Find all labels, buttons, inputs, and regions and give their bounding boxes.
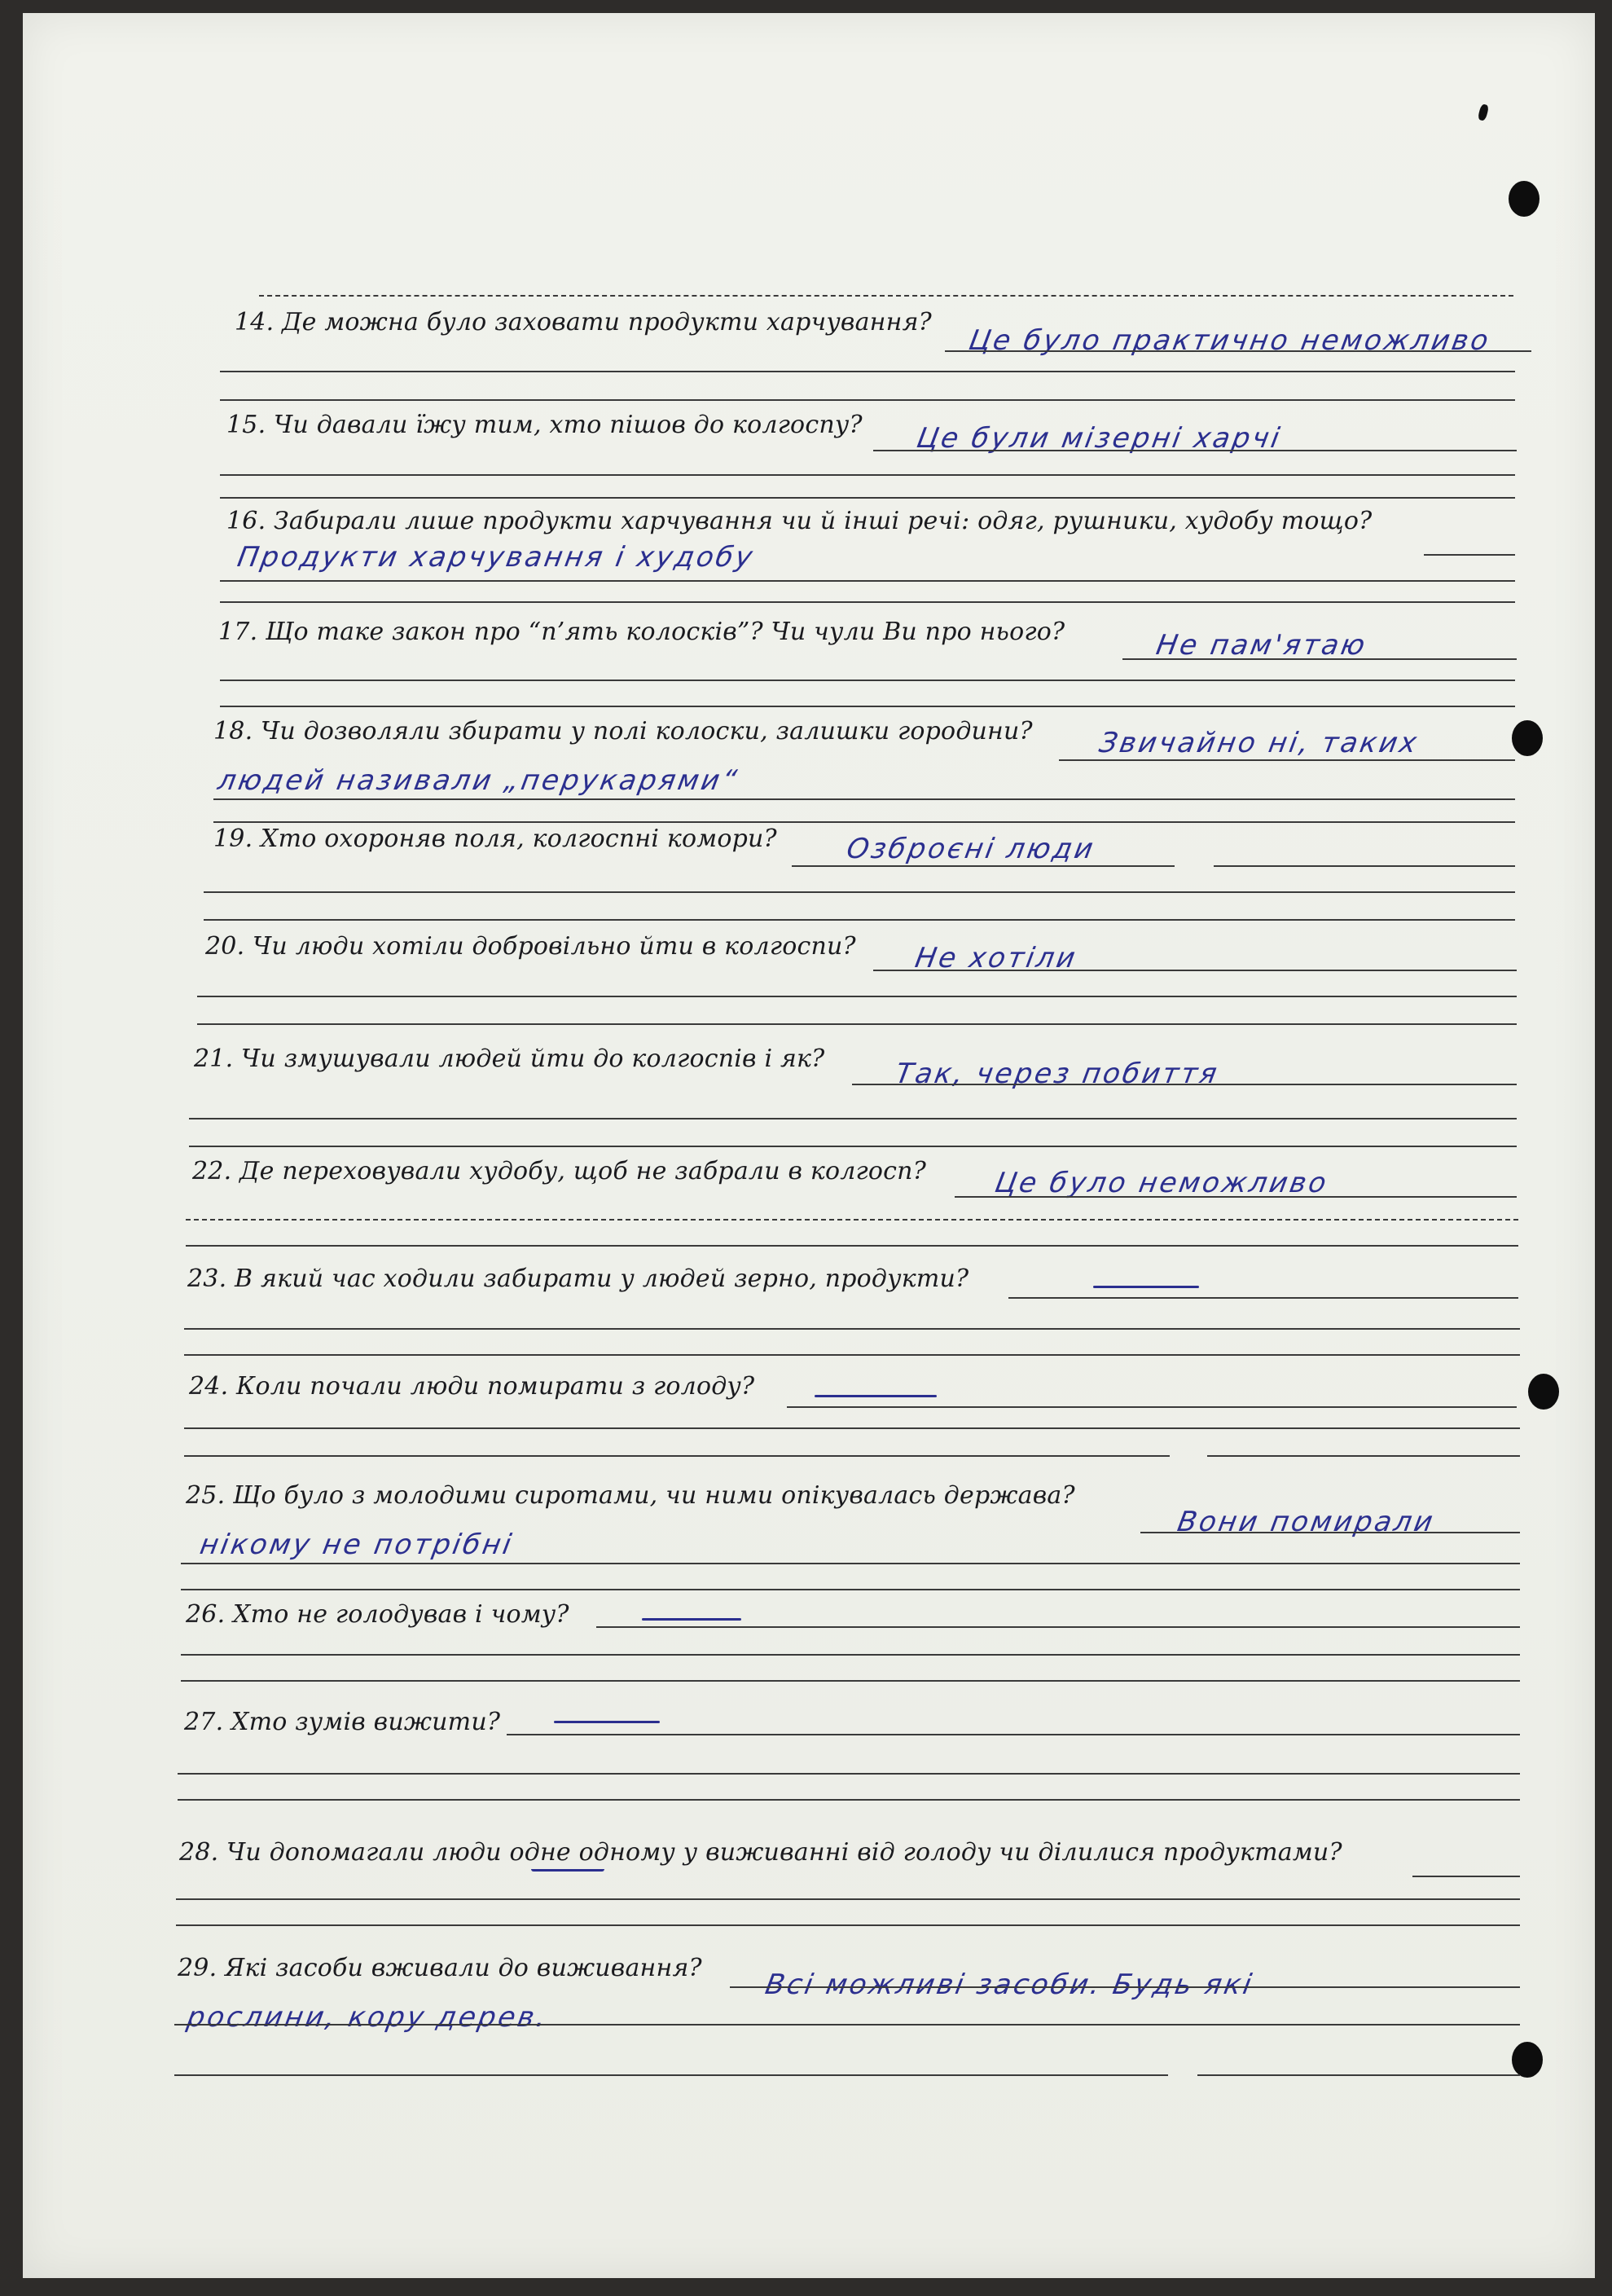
rule-line	[220, 399, 1515, 401]
question-text: 21. Чи змушували людей йти до колгоспів і як?	[194, 1045, 825, 1073]
rule-line	[181, 1563, 1520, 1564]
rule-line	[220, 474, 1515, 476]
handwritten-answer: Це було практично неможливо	[966, 324, 1493, 357]
question-text: 17. Що таке закон про “п’ять колосків”? Чи чули Ви про нього?	[218, 618, 1065, 646]
dash-answer	[554, 1721, 660, 1723]
dash-answer	[1093, 1286, 1199, 1288]
rule-line	[220, 580, 1515, 582]
answer-line	[852, 1084, 1517, 1085]
rule-line	[1207, 1455, 1520, 1457]
rule-line	[220, 371, 1515, 372]
rule-line	[220, 680, 1515, 681]
rule-line	[204, 919, 1515, 921]
question-text: 18. Чи дозволяли збирати у полі колоски, залишки городини?	[213, 717, 1033, 746]
rule-line	[186, 1219, 1518, 1221]
answer-line	[1059, 759, 1515, 761]
rule-line	[181, 1680, 1520, 1682]
dash-answer	[642, 1618, 741, 1621]
handwritten-answer: Не хотіли	[912, 942, 1080, 974]
rule-line	[220, 497, 1515, 499]
handwritten-answer: людей називали „перукарями“	[215, 764, 742, 797]
rule-line	[184, 1427, 1520, 1429]
answer-line	[1424, 554, 1515, 556]
rule-line	[184, 1455, 1170, 1457]
question-text: 25. Що було з молодими сиротами, чи ними опікувалась держава?	[186, 1481, 1075, 1510]
handwritten-answer: Продукти харчування і худобу	[235, 541, 758, 574]
question-text: 19. Хто охороняв поля, колгоспні комори?	[213, 825, 777, 853]
handwritten-answer: рослини, кору дерев.	[184, 2001, 551, 2034]
rule-line	[178, 1773, 1520, 1775]
answer-line	[873, 970, 1517, 971]
answer-line	[1008, 1297, 1518, 1299]
rule-line	[189, 1146, 1517, 1147]
rule-line	[259, 295, 1513, 297]
question-text: 29. Які засоби вживали до виживання?	[178, 1954, 702, 1982]
handwritten-answer: Не пам'ятаю	[1153, 629, 1370, 662]
answer-line	[787, 1406, 1517, 1408]
handwritten-answer: Це було неможливо	[992, 1167, 1331, 1199]
punch-hole	[1528, 1374, 1559, 1410]
rule-line	[197, 1023, 1517, 1025]
rule-line	[1197, 2074, 1520, 2076]
rule-line	[213, 821, 1515, 823]
dash-answer	[531, 1869, 604, 1872]
rule-line	[197, 996, 1517, 997]
punch-hole	[1509, 181, 1540, 217]
question-text: 16. Забирали лише продукти харчування чи й інші речі: одяг, рушники, худобу тощо?	[226, 507, 1373, 535]
rule-line	[184, 1328, 1520, 1330]
rule-line	[184, 1354, 1520, 1356]
answer-line	[873, 450, 1517, 451]
answer-line	[1214, 865, 1515, 867]
answer-line	[730, 1986, 1520, 1988]
question-text: 22. Де переховували худобу, щоб не забрали в колгосп?	[192, 1157, 926, 1185]
handwritten-answer: нікому не потрібні	[197, 1528, 516, 1561]
rule-line	[220, 601, 1515, 603]
rule-line	[176, 1924, 1520, 1926]
rule-line	[189, 1118, 1517, 1119]
handwritten-answer: Так, через побиття	[893, 1058, 1222, 1090]
rule-line	[186, 1245, 1518, 1247]
rule-line	[181, 1654, 1520, 1656]
answer-line	[596, 1626, 1520, 1628]
answer-line	[955, 1196, 1517, 1198]
answer-line	[945, 350, 1531, 352]
rule-line	[204, 891, 1515, 893]
rule-line	[174, 2024, 1520, 2025]
question-text: 23. В який час ходили забирати у людей зерно, продукти?	[187, 1265, 969, 1293]
rule-line	[181, 1589, 1520, 1590]
handwritten-answer: Озброєні люди	[844, 833, 1098, 865]
question-text: 15. Чи давали їжу тим, хто пішов до колгоспу?	[226, 411, 863, 439]
answer-line	[1412, 1876, 1520, 1877]
answer-line	[1122, 658, 1517, 660]
punch-hole	[1512, 2042, 1543, 2078]
rule-line	[178, 1799, 1520, 1801]
answer-line	[792, 865, 1175, 867]
handwritten-answer: Всі можливі засоби. Будь які	[762, 1968, 1257, 2001]
rule-line	[213, 798, 1515, 800]
question-text: 26. Хто не голодував і чому?	[186, 1600, 569, 1629]
question-text: 28. Чи допомагали люди одне одному у виживанні від голоду чи ділилися продуктами?	[179, 1838, 1342, 1867]
rule-line	[174, 2074, 1168, 2076]
rule-line	[220, 706, 1515, 707]
handwritten-answer: Це були мізерні харчі	[914, 422, 1285, 455]
answer-line	[1140, 1532, 1520, 1533]
answer-line	[507, 1734, 1520, 1735]
handwritten-answer: Вони помирали	[1175, 1506, 1438, 1538]
punch-hole	[1512, 720, 1543, 756]
question-text: 27. Хто зумів вижити?	[184, 1708, 501, 1736]
dash-answer	[815, 1395, 937, 1397]
question-text: 20. Чи люди хотіли добровільно йти в колгоспи?	[205, 932, 856, 961]
handwritten-answer: Звичайно ні, таких	[1096, 727, 1422, 759]
question-text: 24. Коли почали люди помирати з голоду?	[189, 1372, 755, 1401]
rule-line	[176, 1898, 1520, 1900]
question-text: 14. Де можна було заховати продукти харчування?	[235, 308, 932, 336]
